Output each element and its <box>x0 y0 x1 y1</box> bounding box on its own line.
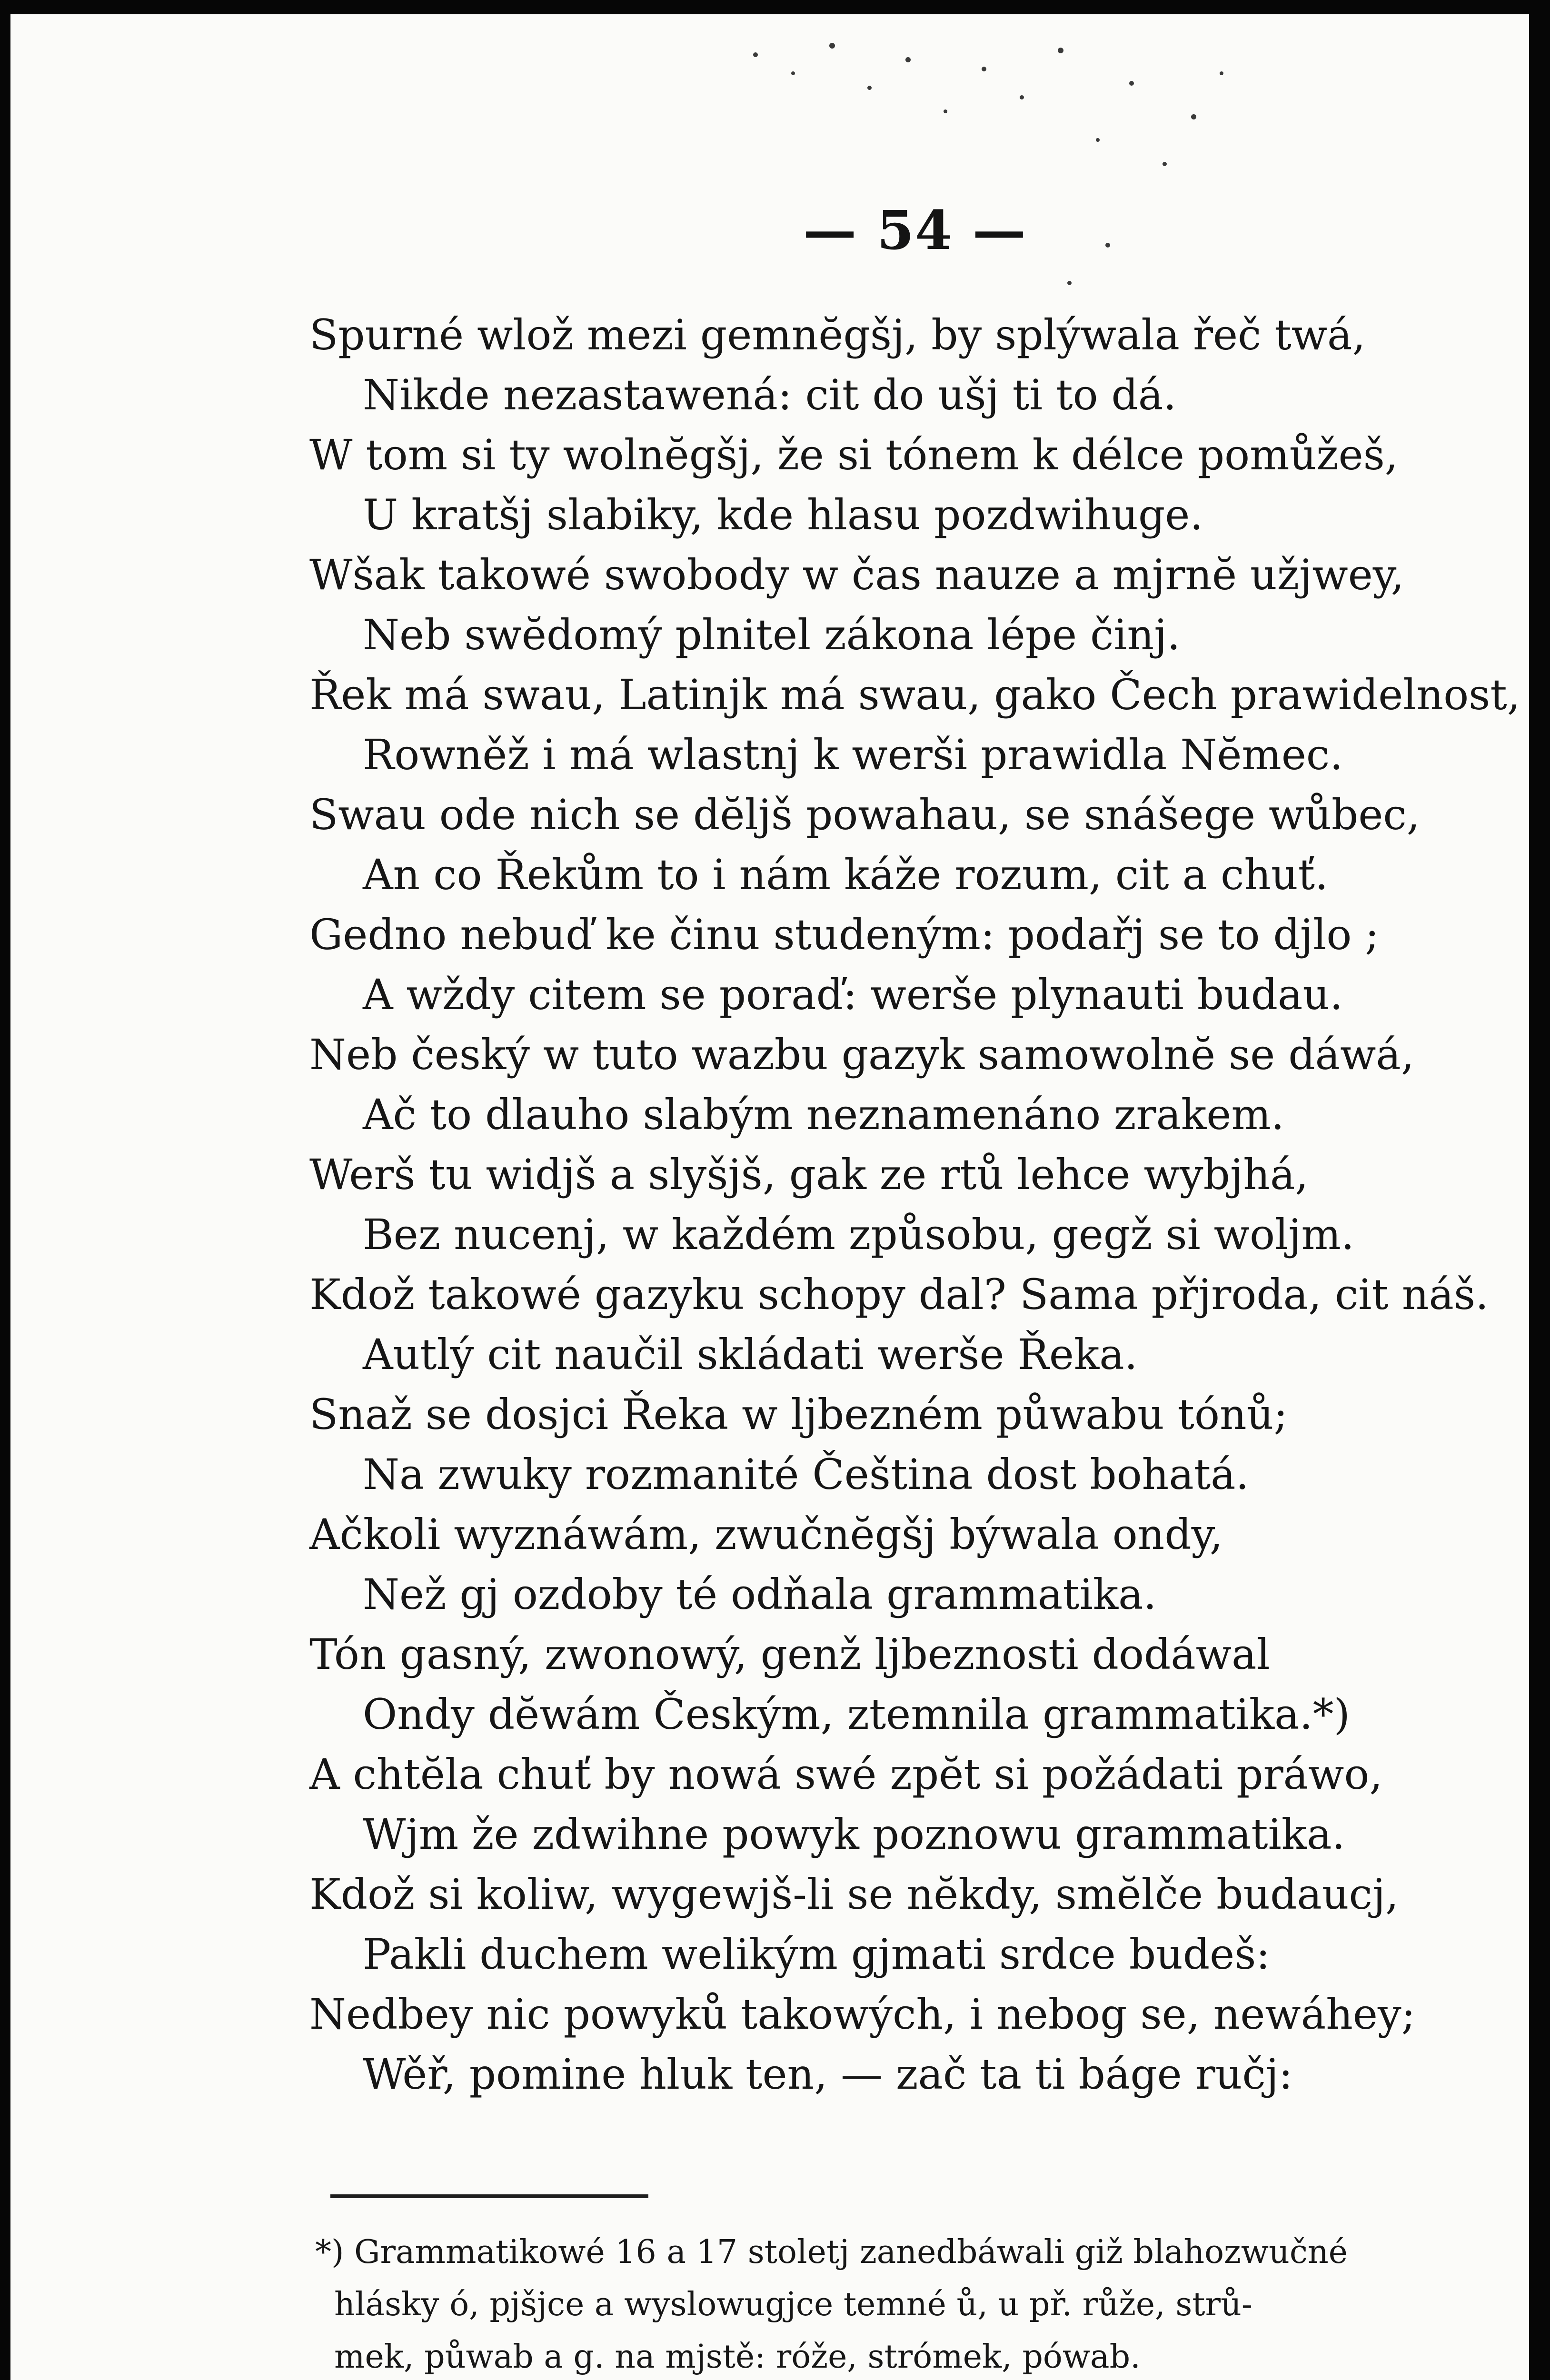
verse-line: Než gj ozdoby té odňala grammatika. <box>363 1570 1157 1619</box>
footnote-line: *) Grammatikowé 16 a 17 stoletj zanedbáwali giž blahozwučné <box>315 2233 1348 2271</box>
verse-line: Rowněž i má wlastnj k werši prawidla Nĕmec. <box>363 730 1343 779</box>
scan-speckle <box>1020 95 1024 99</box>
verse-line: Autlý cit naučil skládati werše Řeka. <box>363 1330 1138 1379</box>
paper-sheet <box>10 14 1529 2380</box>
verse-line: W tom si ty wolnĕgšj, že si tónem k délce pomůžeš, <box>309 430 1398 479</box>
scan-speckle <box>1162 162 1167 166</box>
verse-line: Gedno nebuď ke činu studeným: podařj se to djlo ; <box>309 910 1379 959</box>
scan-speckle <box>1129 81 1134 86</box>
verse-line: Na zwuky rozmanité Čeština dost bohatá. <box>363 1450 1249 1499</box>
verse-line: Kdož takowé gazyku schopy dal? Sama přjroda, cit náš. <box>309 1270 1489 1319</box>
verse-line: Tón gasný, zwonowý, genž ljbeznosti dodáwal <box>309 1630 1270 1679</box>
verse-line: Nikde nezastawená: cit do ušj ti to dá. <box>363 370 1177 419</box>
verse-line: Ač to dlauho slabým neznamenáno zrakem. <box>363 1090 1284 1139</box>
verse-line: Nedbey nic powyků takowých, i nebog se, newáhey; <box>309 1990 1416 2039</box>
verse-line: Neb swĕdomý plnitel zákona lépe činj. <box>363 610 1181 659</box>
scan-speckle <box>1067 281 1072 285</box>
scan-speckle <box>1105 243 1110 248</box>
verse-line: Bez nucenj, w každém způsobu, gegž si woljm. <box>363 1210 1354 1259</box>
verse-line: Wjm že zdwihne powyk poznowu grammatika. <box>363 1810 1345 1859</box>
verse-line: An co Řekům to i nám káže rozum, cit a chuť. <box>363 850 1329 899</box>
scan-speckle <box>944 109 947 113</box>
verse-line: Ačkoli wyznáwám, zwučnĕgšj býwala ondy, <box>309 1510 1223 1559</box>
verse-line: Wěř, pomine hluk ten, — zač ta ti báge ručj: <box>363 2050 1293 2099</box>
verse-line: Pakli duchem welikým gjmati srdce budeš: <box>363 1930 1271 1979</box>
verse-line: A wždy citem se poraď: werše plynauti budau. <box>363 970 1343 1019</box>
footnote-separator-rule <box>330 2194 648 2198</box>
verse-line: Werš tu widjš a slyšjš, gak ze rtů lehce wybjhá, <box>309 1150 1309 1199</box>
verse-line: Neb český w tuto wazbu gazyk samowolnĕ se dáwá, <box>309 1030 1414 1079</box>
verse-line: Snaž se dosjci Řeka w ljbezném půwabu tónů; <box>309 1390 1288 1439</box>
page-number: — 54 — <box>803 199 1027 262</box>
verse-line: Řek má swau, Latinjk má swau, gako Čech prawidelnost, <box>309 670 1520 719</box>
verse-line: Wšak takowé swobody w čas nauze a mjrnĕ užjwey, <box>309 550 1404 599</box>
scan-speckle <box>791 71 795 75</box>
scan-speckle <box>905 57 911 62</box>
verse-line: Swau ode nich se dĕljš powahau, se snášege wůbec, <box>309 790 1420 839</box>
footnote-line: mek, půwab a g. na mjstě: róže, strómek, pówab. <box>334 2338 1141 2376</box>
footnote-line: hlásky ó, pjšjce a wyslowugjce temné ů, u př. růže, strů- <box>334 2286 1252 2323</box>
scan-speckle <box>982 67 986 71</box>
scan-speckle <box>1220 71 1223 75</box>
scan-speckle <box>829 43 835 49</box>
scan-speckle <box>1096 138 1100 142</box>
verse-line: U kratšj slabiky, kde hlasu pozdwihuge. <box>363 490 1203 539</box>
scan-speckle <box>867 86 872 90</box>
verse-line: Kdož si koliw, wygewjš-li se nĕkdy, smĕlče budaucj, <box>309 1870 1399 1919</box>
scan-speckle <box>1191 114 1196 119</box>
scan-speckle <box>1058 48 1063 53</box>
verse-line: Spurné wlož mezi gemnĕgšj, by splýwala řeč twá, <box>309 310 1366 359</box>
verse-line: A chtĕla chuť by nowá swé zpĕt si požádati práwo, <box>309 1750 1383 1799</box>
verse-line: Ondy dĕwám Českým, ztemnila grammatika.*) <box>363 1690 1350 1739</box>
scan-speckle <box>753 52 758 57</box>
